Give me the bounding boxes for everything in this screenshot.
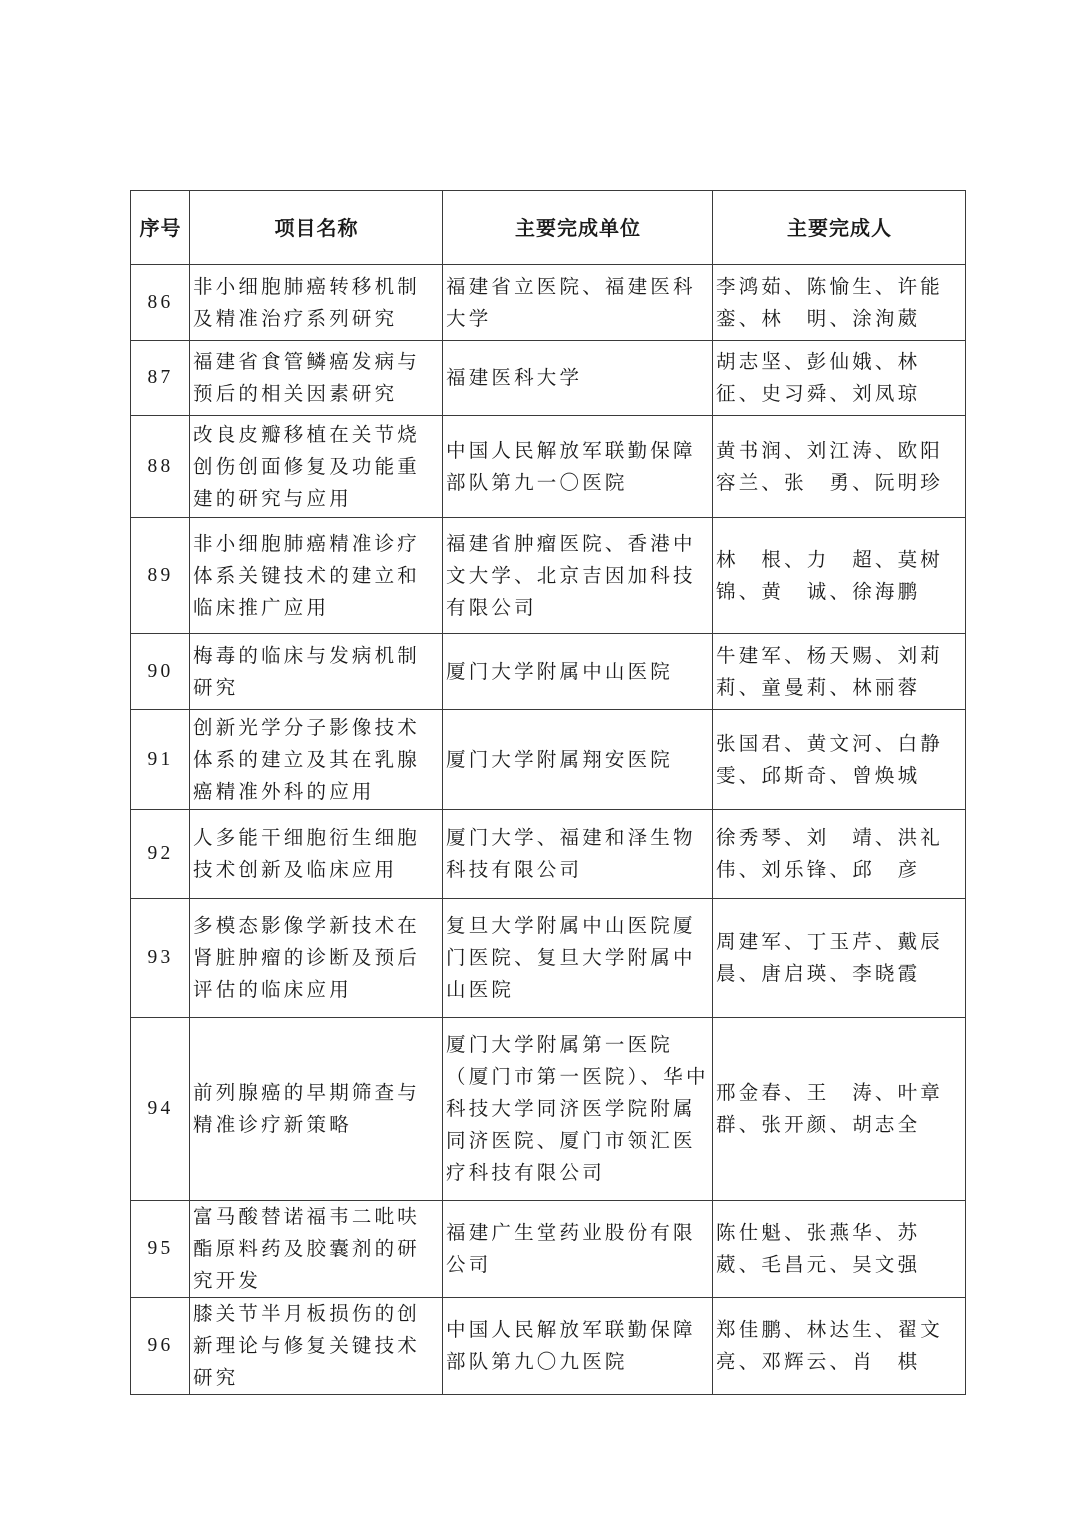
project-name-cell: 多模态影像学新技术在肾脏肿瘤的诊断及预后评估的临床应用 [190,899,443,1018]
serial-number-cell: 92 [131,810,190,899]
table-header-row [131,191,966,265]
header-project-name: 项目名称 [190,191,443,265]
units-cell: 中国人民解放军联勤保障部队第九一〇医院 [443,416,713,518]
serial-number-cell: 91 [131,710,190,810]
contributors-cell: 张国君、黄文河、白静雯、邱斯奇、曾焕城 [713,710,966,810]
contributors-cell: 胡志坚、彭仙娥、林 征、史习舜、刘凤琼 [713,341,966,416]
table-row [131,1201,966,1298]
project-name-cell: 非小细胞肺癌转移机制及精准治疗系列研究 [190,265,443,341]
serial-number-cell: 87 [131,341,190,416]
serial-number-cell: 95 [131,1201,190,1298]
contributors-cell: 邢金春、王 涛、叶章群、张开颜、胡志全 [713,1018,966,1201]
table-row [131,1298,966,1395]
table-row [131,518,966,634]
contributors-cell: 周建军、丁玉芹、戴辰晨、唐启瑛、李晓霞 [713,899,966,1018]
contributors-cell: 黄书润、刘江涛、欧阳容兰、张 勇、阮明珍 [713,416,966,518]
project-name-cell: 人多能干细胞衍生细胞技术创新及临床应用 [190,810,443,899]
units-cell: 厦门大学附属翔安医院 [443,710,713,810]
header-serial-number: 序号 [131,191,190,265]
header-main-units: 主要完成单位 [443,191,713,265]
serial-number-cell: 96 [131,1298,190,1395]
units-cell: 福建省肿瘤医院、香港中文大学、北京吉因加科技有限公司 [443,518,713,634]
units-cell: 厦门大学附属中山医院 [443,634,713,710]
units-cell: 福建广生堂药业股份有限公司 [443,1201,713,1298]
contributors-cell: 徐秀琴、刘 靖、洪礼伟、刘乐锋、邱 彦 [713,810,966,899]
table-row [131,810,966,899]
serial-number-cell: 94 [131,1018,190,1201]
contributors-cell: 郑佳鹏、林达生、翟文亮、邓辉云、肖 棋 [713,1298,966,1395]
project-name-cell: 膝关节半月板损伤的创新理论与修复关键技术研究 [190,1298,443,1395]
project-name-cell: 前列腺癌的早期筛查与精准诊疗新策略 [190,1018,443,1201]
table-row [131,265,966,341]
units-cell: 厦门大学附属第一医院（厦门市第一医院）、华中科技大学同济医学院附属同济医院、厦门市领汇医疗科技有限公司 [443,1018,713,1201]
table-row [131,634,966,710]
header-main-contributors: 主要完成人 [713,191,966,265]
table-row [131,341,966,416]
table-row [131,710,966,810]
units-cell: 中国人民解放军联勤保障部队第九〇九医院 [443,1298,713,1395]
serial-number-cell: 93 [131,899,190,1018]
units-cell: 福建省立医院、福建医科大学 [443,265,713,341]
units-cell: 复旦大学附属中山医院厦门医院、复旦大学附属中山医院 [443,899,713,1018]
contributors-cell: 林 根、力 超、莫树锦、黄 诚、徐海鹏 [713,518,966,634]
units-cell: 厦门大学、福建和泽生物科技有限公司 [443,810,713,899]
project-name-cell: 改良皮瓣移植在关节烧创伤创面修复及功能重建的研究与应用 [190,416,443,518]
table-row [131,899,966,1018]
table-row [131,1018,966,1201]
award-projects-table [130,190,966,1395]
project-name-cell: 富马酸替诺福韦二吡呋酯原料药及胶囊剂的研究开发 [190,1201,443,1298]
project-name-cell: 梅毒的临床与发病机制研究 [190,634,443,710]
serial-number-cell: 86 [131,265,190,341]
serial-number-cell: 88 [131,416,190,518]
table-row [131,416,966,518]
units-cell: 福建医科大学 [443,341,713,416]
project-name-cell: 非小细胞肺癌精准诊疗体系关键技术的建立和临床推广应用 [190,518,443,634]
table-body [131,265,966,1395]
project-name-cell: 创新光学分子影像技术体系的建立及其在乳腺癌精准外科的应用 [190,710,443,810]
serial-number-cell: 90 [131,634,190,710]
project-name-cell: 福建省食管鳞癌发病与预后的相关因素研究 [190,341,443,416]
contributors-cell: 牛建军、杨天赐、刘莉莉、童曼莉、林丽蓉 [713,634,966,710]
serial-number-cell: 89 [131,518,190,634]
contributors-cell: 李鸿茹、陈愉生、许能銮、林 明、涂洵葳 [713,265,966,341]
contributors-cell: 陈仕魁、张燕华、苏 葳、毛昌元、吴文强 [713,1201,966,1298]
